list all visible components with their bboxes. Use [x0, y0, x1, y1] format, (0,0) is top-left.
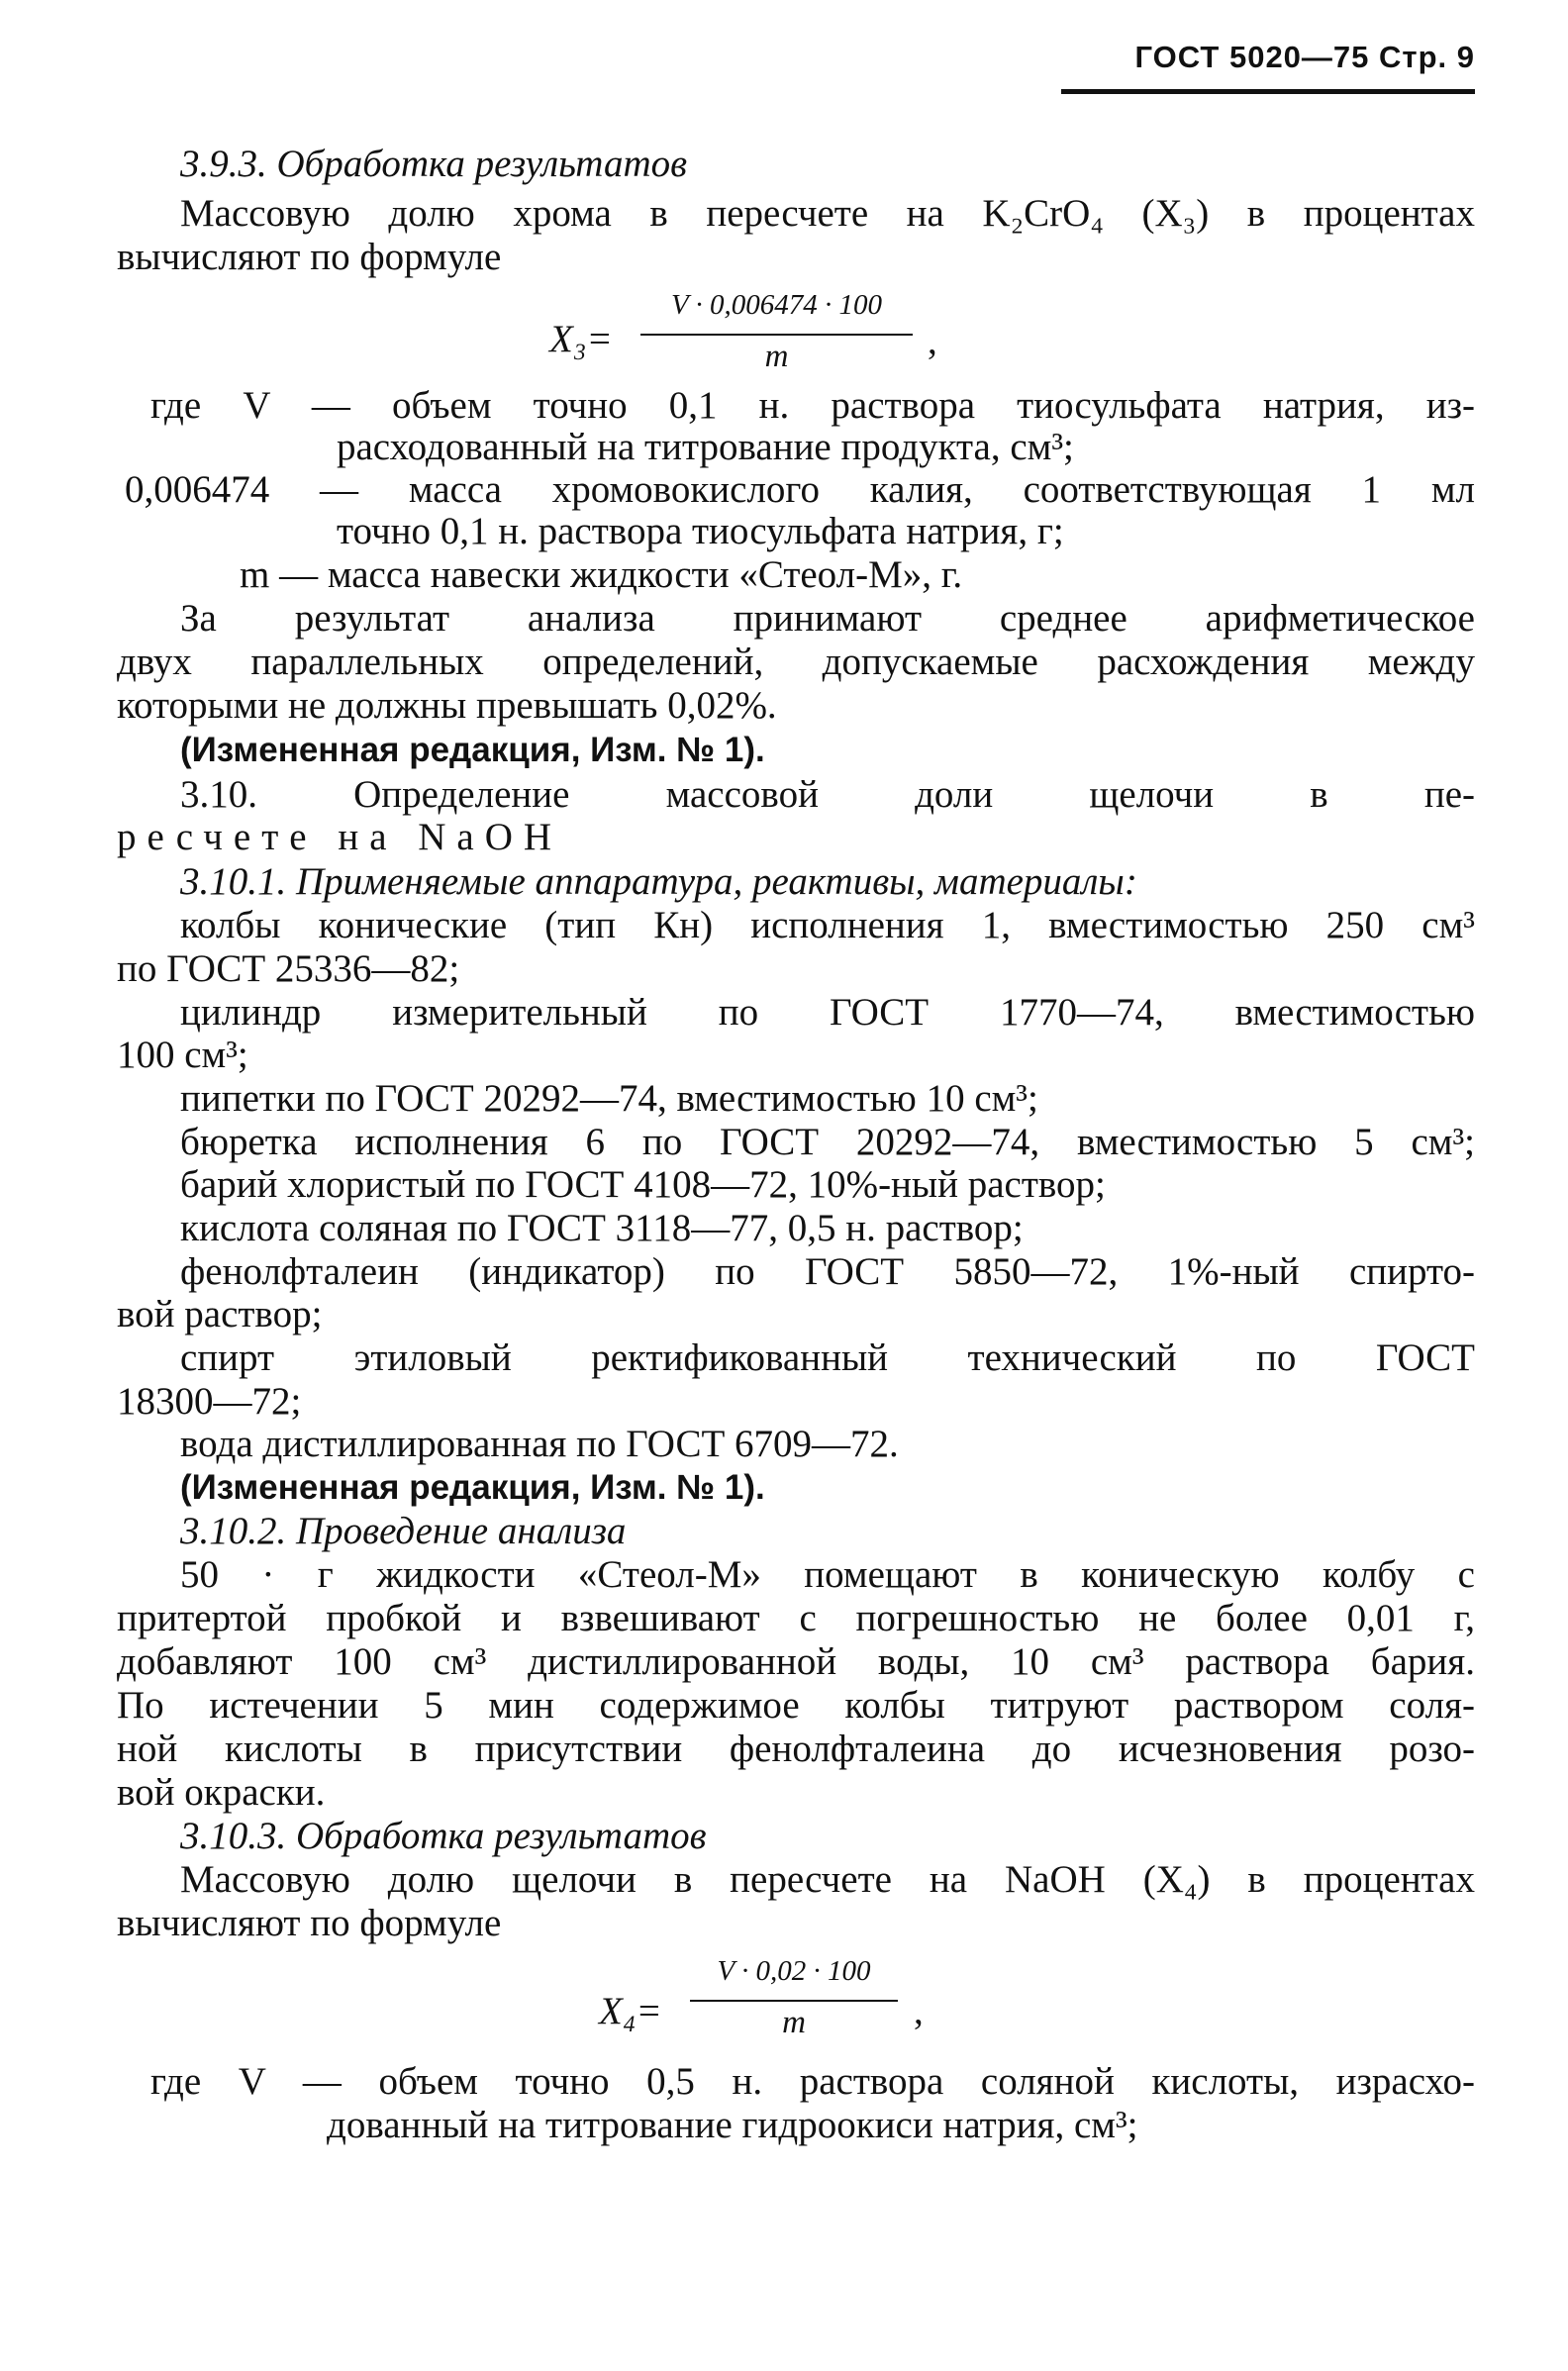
formula-x3-denominator: m: [764, 339, 789, 374]
procedure-line-4: По истечении 5 мин содержимое колбы титруют раствором соля-: [117, 1684, 1475, 1727]
s3103-intro-line-2: вычисляют по формуле: [117, 1902, 502, 1944]
s393-amendment: (Измененная редакция, Изм. № 1).: [180, 731, 765, 769]
materials-line-5: пипетки по ГОСТ 20292—74, вместимостью 10 см³;: [180, 1077, 1038, 1120]
materials-line-8: кислота соляная по ГОСТ 3118—77, 0,5 н. раствор;: [180, 1207, 1024, 1249]
formula-x3-numerator: V · 0,006474 · 100: [671, 289, 882, 321]
s393-where-line-1: где V — объем точно 0,1 н. раствора тиосульфата натрия, из-: [150, 384, 1475, 427]
s393-result-line-1: За результат анализа принимают среднее арифметическое: [180, 597, 1475, 640]
header-rule: [1061, 89, 1475, 94]
procedure-line-2: притертой пробкой и взвешивают с погрешностью не более 0,01 г,: [117, 1597, 1475, 1639]
s393-intro-line-2: вычисляют по формуле: [117, 236, 502, 278]
formula-x3-lhs: X₃=: [549, 318, 613, 360]
materials-line-9: фенолфталеин (индикатор) по ГОСТ 5850—72, 1%-ный спирто-: [180, 1250, 1475, 1293]
s3103-where-line-2: дованный на титрование гидроокиси натрия, см³;: [327, 2104, 1138, 2146]
section-3-10-2-title: 3.10.2. Проведение анализа: [180, 1510, 627, 1552]
fraction-bar: [690, 2000, 898, 2002]
procedure-line-1: 50 · г жидкости «Стеол-М» помещают в коническую колбу с: [180, 1553, 1475, 1596]
materials-line-1: колбы конические (тип Кн) исполнения 1, вместимостью 250 см³: [180, 904, 1475, 946]
materials-line-10: вой раствор;: [117, 1293, 323, 1335]
materials-line-3: цилиндр измерительный по ГОСТ 1770—74, вместимостью: [180, 991, 1475, 1034]
materials-line-12: 18300—72;: [117, 1380, 302, 1423]
procedure-line-6: вой окраски.: [117, 1771, 326, 1814]
materials-line-7: барий хлористый по ГОСТ 4108—72, 10%-ный раствор;: [180, 1163, 1106, 1206]
s3103-where-line-1: где V — объем точно 0,5 н. раствора соляной кислоты, израсхо-: [150, 2060, 1475, 2103]
s310-amendment: (Измененная редакция, Изм. № 1).: [180, 1468, 765, 1507]
formula-x4-comma: ,: [914, 1990, 924, 2032]
formula-x4-numerator: V · 0,02 · 100: [717, 1955, 871, 1987]
formula-x3-comma: ,: [928, 320, 937, 362]
formula-x4: [599, 1955, 935, 2054]
formula-x4-lhs: X₄=: [599, 1990, 662, 2032]
s393-where-line-3: 0,006474 — масса хромовокислого калия, соответствующая 1 мл: [125, 468, 1475, 511]
fraction-bar: [640, 334, 913, 336]
s393-intro-line-1: Массовую долю хрома в пересчете на K₂CrO₄ (X₃) в процентах: [180, 192, 1475, 235]
procedure-line-5: ной кислоты в присутствии фенолфталеина до исчезновения розо-: [117, 1728, 1475, 1770]
materials-line-4: 100 см³;: [117, 1034, 248, 1076]
s393-where-line-2: расходованный на титрование продукта, см³;: [337, 426, 1074, 468]
formula-x3: [549, 289, 965, 388]
materials-line-11: спирт этиловый ректификованный технический по ГОСТ: [180, 1336, 1475, 1379]
s3103-intro-line-1: Массовую долю щелочи в пересчете на NaOH (X₄) в процентах: [180, 1858, 1475, 1901]
materials-line-13: вода дистиллированная по ГОСТ 6709—72.: [180, 1423, 899, 1465]
section-3-9-3-title: 3.9.3. Обработка результатов: [180, 143, 688, 185]
procedure-line-3: добавляют 100 см³ дистиллированной воды, 10 см³ раствора бария.: [117, 1640, 1475, 1683]
s393-result-line-3: которыми не должны превышать 0,02%.: [117, 684, 777, 727]
formula-x4-fraction: [690, 1955, 898, 2054]
materials-line-2: по ГОСТ 25336—82;: [117, 947, 460, 990]
s393-where-line-4: точно 0,1 н. раствора тиосульфата натрия, г;: [337, 510, 1064, 552]
running-header: ГОСТ 5020—75 Стр. 9: [1134, 40, 1475, 74]
section-3-10-3-title: 3.10.3. Обработка результатов: [180, 1815, 707, 1857]
section-3-10-title-line-2: ресчете на NaOH: [117, 816, 563, 858]
formula-x4-denominator: m: [782, 2005, 806, 2040]
section-3-10-title-line-1: 3.10. Определение массовой доли щелочи в пе-: [180, 773, 1475, 816]
formula-x3-fraction: [640, 289, 913, 388]
s393-where-line-5: m — масса навески жидкости «Стеол-М», г.: [240, 553, 963, 596]
s393-result-line-2: двух параллельных определений, допускаемые расхождения между: [117, 641, 1475, 683]
section-3-10-1-title: 3.10.1. Применяемые аппаратура, реактивы, материалы:: [180, 860, 1137, 903]
materials-line-6: бюретка исполнения 6 по ГОСТ 20292—74, вместимостью 5 см³;: [180, 1121, 1475, 1163]
